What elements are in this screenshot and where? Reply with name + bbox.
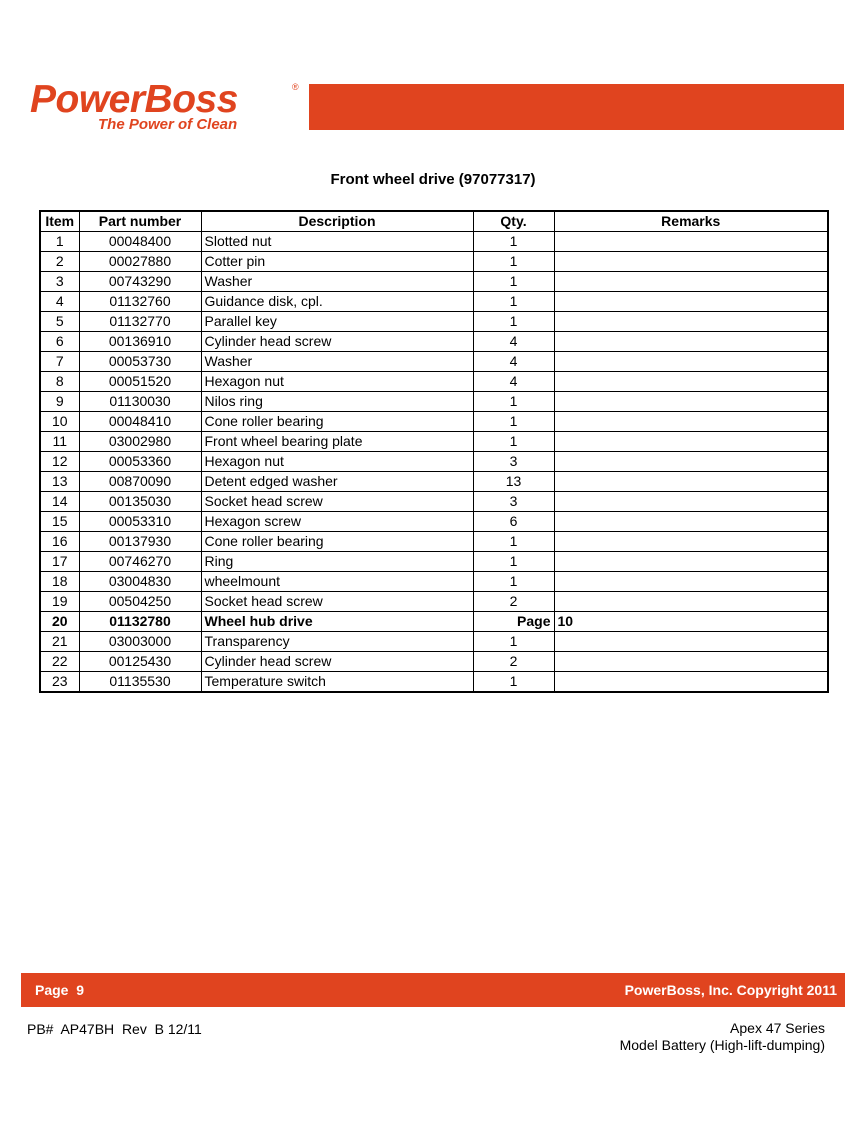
cell-item: 10: [40, 412, 79, 432]
cell-description: Socket head screw: [201, 492, 473, 512]
cell-part-number: 01132760: [79, 292, 201, 312]
cell-description: wheelmount: [201, 572, 473, 592]
cell-part-number: 00051520: [79, 372, 201, 392]
cell-qty: 1: [473, 632, 554, 652]
logo-brand-name: PowerBoss: [30, 78, 238, 121]
table-row: [40, 332, 828, 352]
column-header-item: Item: [40, 211, 79, 232]
cell-qty: 3: [473, 452, 554, 472]
cell-description: Nilos ring: [201, 392, 473, 412]
table-row: [40, 412, 828, 432]
cell-item: 18: [40, 572, 79, 592]
cell-part-number: 00743290: [79, 272, 201, 292]
cell-remarks: [554, 572, 828, 592]
cell-remarks: [554, 252, 828, 272]
cell-description: Cylinder head screw: [201, 652, 473, 672]
cell-remarks: [554, 292, 828, 312]
cell-qty: 3: [473, 492, 554, 512]
cell-qty: 2: [473, 652, 554, 672]
cell-item: 6: [40, 332, 79, 352]
cell-item: 8: [40, 372, 79, 392]
cell-part-number: 00053360: [79, 452, 201, 472]
cell-qty: 1: [473, 672, 554, 693]
cell-description: Socket head screw: [201, 592, 473, 612]
cell-qty: 1: [473, 312, 554, 332]
cell-description: Transparency: [201, 632, 473, 652]
cell-remarks: [554, 672, 828, 693]
cell-qty: Page: [473, 612, 554, 632]
model-name: Model Battery (High-lift-dumping): [619, 1037, 825, 1053]
cell-part-number: 00027880: [79, 252, 201, 272]
page-title: Front wheel drive (97077317): [330, 171, 536, 188]
table-row: [40, 652, 828, 672]
cell-part-number: 01132780: [79, 612, 201, 632]
cell-remarks: [554, 632, 828, 652]
cell-item: 15: [40, 512, 79, 532]
cell-description: Front wheel bearing plate: [201, 432, 473, 452]
powerboss-logo: [28, 78, 308, 134]
cell-description: Cone roller bearing: [201, 532, 473, 552]
cell-part-number: 01132770: [79, 312, 201, 332]
cell-remarks: [554, 332, 828, 352]
cell-description: Ring: [201, 552, 473, 572]
table-row: [40, 292, 828, 312]
cell-qty: 13: [473, 472, 554, 492]
cell-remarks: [554, 412, 828, 432]
document-number: PB# AP47BH Rev B 12/11: [27, 1021, 202, 1037]
cell-qty: 1: [473, 572, 554, 592]
cell-qty: 4: [473, 372, 554, 392]
cell-remarks: [554, 652, 828, 672]
column-header-part-number: Part number: [79, 211, 201, 232]
header-accent-bar: [309, 84, 844, 130]
model-series-block: [620, 1020, 825, 1054]
table-row: [40, 672, 828, 693]
cell-remarks: 10: [554, 612, 828, 632]
footer-page-label: Page: [35, 982, 69, 998]
table-row: [40, 252, 828, 272]
cell-part-number: 03002980: [79, 432, 201, 452]
cell-item: 20: [40, 612, 79, 632]
footer-page-value: 9: [76, 982, 85, 998]
cell-item: 21: [40, 632, 79, 652]
cell-part-number: 03003000: [79, 632, 201, 652]
cell-qty: 1: [473, 552, 554, 572]
cell-item: 5: [40, 312, 79, 332]
table-row: [40, 232, 828, 252]
cell-part-number: 00048400: [79, 232, 201, 252]
cell-description: Washer: [201, 352, 473, 372]
table-row: [40, 372, 828, 392]
footer-bar: [21, 973, 845, 1007]
cell-part-number: 01135530: [79, 672, 201, 693]
cell-item: 14: [40, 492, 79, 512]
cell-part-number: 00504250: [79, 592, 201, 612]
cell-part-number: 00053730: [79, 352, 201, 372]
cell-item: 12: [40, 452, 79, 472]
cell-qty: 2: [473, 592, 554, 612]
table-row: [40, 572, 828, 592]
cell-qty: 4: [473, 352, 554, 372]
cell-item: 19: [40, 592, 79, 612]
cell-item: 9: [40, 392, 79, 412]
cell-remarks: [554, 592, 828, 612]
cell-part-number: 00136910: [79, 332, 201, 352]
table-row: [40, 532, 828, 552]
cell-remarks: [554, 352, 828, 372]
footer-page-number: [35, 982, 84, 998]
cell-remarks: [554, 392, 828, 412]
cell-part-number: 00870090: [79, 472, 201, 492]
cell-remarks: [554, 532, 828, 552]
cell-item: 2: [40, 252, 79, 272]
table-row: [40, 352, 828, 372]
cell-remarks: [554, 372, 828, 392]
cell-description: Detent edged washer: [201, 472, 473, 492]
column-header-qty: Qty.: [473, 211, 554, 232]
cell-remarks: [554, 272, 828, 292]
logo-tagline: The Power of Clean: [98, 116, 238, 133]
cell-item: 7: [40, 352, 79, 372]
column-header-description: Description: [201, 211, 473, 232]
cell-description: Cone roller bearing: [201, 412, 473, 432]
table-row: [40, 492, 828, 512]
table-row: [40, 272, 828, 292]
cell-remarks: [554, 552, 828, 572]
cell-description: Cotter pin: [201, 252, 473, 272]
table-header-row: [40, 211, 828, 232]
logo-registered-mark: ®: [292, 82, 299, 92]
cell-description: Washer: [201, 272, 473, 292]
table-row: [40, 392, 828, 412]
cell-description: Guidance disk, cpl.: [201, 292, 473, 312]
cell-qty: 4: [473, 332, 554, 352]
cell-part-number: 00125430: [79, 652, 201, 672]
cell-remarks: [554, 452, 828, 472]
series-name: Apex 47 Series: [730, 1020, 825, 1036]
cell-item: 22: [40, 652, 79, 672]
cell-part-number: 00053310: [79, 512, 201, 532]
cell-description: Hexagon nut: [201, 452, 473, 472]
cell-remarks: [554, 432, 828, 452]
cell-qty: 6: [473, 512, 554, 532]
cell-part-number: 00135030: [79, 492, 201, 512]
cell-part-number: 01130030: [79, 392, 201, 412]
cell-part-number: 03004830: [79, 572, 201, 592]
cell-qty: 1: [473, 272, 554, 292]
cell-item: 23: [40, 672, 79, 693]
table-row: [40, 472, 828, 492]
cell-item: 11: [40, 432, 79, 452]
table-row: [40, 612, 828, 632]
table-row: [40, 452, 828, 472]
cell-qty: 1: [473, 232, 554, 252]
cell-qty: 1: [473, 252, 554, 272]
parts-table: [39, 210, 829, 693]
column-header-remarks: Remarks: [554, 211, 828, 232]
cell-qty: 1: [473, 392, 554, 412]
cell-description: Temperature switch: [201, 672, 473, 693]
table-row: [40, 632, 828, 652]
cell-description: Wheel hub drive: [201, 612, 473, 632]
cell-remarks: [554, 312, 828, 332]
cell-item: 4: [40, 292, 79, 312]
cell-qty: 1: [473, 292, 554, 312]
cell-remarks: [554, 492, 828, 512]
cell-remarks: [554, 472, 828, 492]
cell-description: Slotted nut: [201, 232, 473, 252]
cell-item: 13: [40, 472, 79, 492]
table-row: [40, 312, 828, 332]
cell-item: 17: [40, 552, 79, 572]
table-row: [40, 432, 828, 452]
cell-part-number: 00746270: [79, 552, 201, 572]
footer-copyright: PowerBoss, Inc. Copyright 2011: [624, 982, 837, 998]
cell-remarks: [554, 232, 828, 252]
cell-qty: 1: [473, 432, 554, 452]
cell-description: Hexagon screw: [201, 512, 473, 532]
cell-part-number: 00137930: [79, 532, 201, 552]
cell-qty: 1: [473, 532, 554, 552]
cell-description: Cylinder head screw: [201, 332, 473, 352]
table-row: [40, 592, 828, 612]
parts-table-body: [40, 232, 828, 693]
cell-remarks: [554, 512, 828, 532]
table-row: [40, 552, 828, 572]
cell-item: 1: [40, 232, 79, 252]
cell-item: 3: [40, 272, 79, 292]
cell-description: Parallel key: [201, 312, 473, 332]
cell-qty: 1: [473, 412, 554, 432]
table-row: [40, 512, 828, 532]
cell-description: Hexagon nut: [201, 372, 473, 392]
cell-part-number: 00048410: [79, 412, 201, 432]
cell-item: 16: [40, 532, 79, 552]
